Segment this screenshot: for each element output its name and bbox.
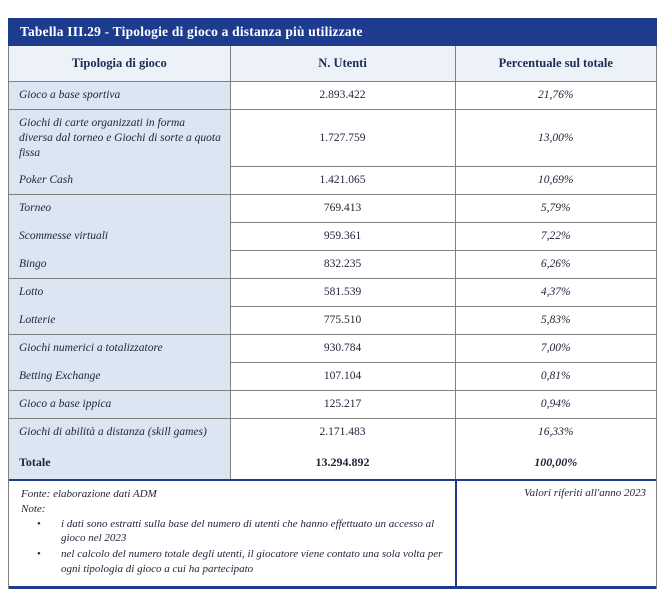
note-item: • nel calcolo del numero totale degli utenti, il giocatore viene contato una sola volta per ogni tipologia di gioco a cui ha partecipato (21, 547, 445, 576)
cell-tipologia: Giochi di carte organizzati in forma diversa dal torneo e Giochi di sorte a quota fissa (9, 109, 230, 166)
cell-utenti: 775.510 (230, 306, 455, 334)
cell-tipologia: Lotto (9, 279, 230, 307)
cell-percentuale: 13,00% (455, 109, 656, 166)
cell-percentuale: 5,83% (455, 306, 656, 334)
total-row (9, 446, 656, 480)
table-row (9, 362, 656, 390)
data-table (9, 46, 656, 479)
cell-percentuale: 4,37% (455, 279, 656, 307)
cell-utenti: 581.539 (230, 279, 455, 307)
total-percentuale: 100,00% (534, 454, 578, 469)
cell-percentuale: 0,81% (455, 362, 656, 390)
cell-tipologia: Bingo (9, 251, 230, 279)
cell-utenti: 125.217 (230, 390, 455, 418)
cell-utenti: 1.421.065 (230, 167, 455, 195)
note-item: • i dati sono estratti sulla base del numero di utenti che hanno effettuato un accesso al gioco nel 2023 (21, 517, 445, 546)
cell-tipologia: Betting Exchange (9, 362, 230, 390)
table-row (9, 109, 656, 166)
cell-tipologia: Giochi di abilità a distanza (skill games) (9, 418, 230, 445)
header-row (9, 46, 656, 82)
cell-tipologia: Scommesse virtuali (9, 223, 230, 251)
footer-notes (9, 481, 455, 586)
cell-tipologia: Torneo (9, 195, 230, 223)
table-figure (8, 18, 657, 589)
cell-percentuale: 7,22% (455, 223, 656, 251)
total-label: Totale (9, 446, 230, 480)
table-footer (9, 479, 656, 589)
cell-percentuale: 7,00% (455, 334, 656, 362)
table-row (9, 223, 656, 251)
cell-utenti: 1.727.759 (230, 109, 455, 166)
cell-percentuale: 21,76% (538, 89, 574, 101)
fonte-text: Fonte: elaborazione dati ADM (21, 488, 157, 501)
cell-utenti: 832.235 (230, 251, 455, 279)
table-row (9, 195, 656, 223)
table-row (9, 418, 656, 445)
cell-utenti: 930.784 (230, 334, 455, 362)
table-row (9, 306, 656, 334)
cell-percentuale: 16,33% (455, 418, 656, 445)
cell-percentuale: 6,26% (455, 251, 656, 279)
cell-utenti: 2.171.483 (230, 418, 455, 445)
table-row (9, 251, 656, 279)
cell-tipologia: Giochi numerici a totalizzatore (9, 334, 230, 362)
column-header-tipologia: Tipologia di gioco (9, 46, 230, 82)
cell-percentuale: 10,69% (455, 167, 656, 195)
table-title: Tabella III.29 - Tipologie di gioco a distanza più utilizzate (20, 24, 363, 39)
table-header (9, 46, 656, 82)
table-title-bar (8, 18, 657, 46)
cell-utenti: 959.361 (230, 223, 455, 251)
cell-utenti: 769.413 (230, 195, 455, 223)
table-total-section (9, 446, 656, 480)
cell-tipologia: Poker Cash (9, 167, 230, 195)
cell-utenti: 107.104 (230, 362, 455, 390)
cell-percentuale: 0,94% (455, 390, 656, 418)
cell-percentuale: 5,79% (455, 195, 656, 223)
table-row (9, 82, 656, 110)
cell-utenti: 2.893.422 (230, 82, 455, 110)
total-utenti: 13.294.892 (230, 446, 455, 480)
notes-list (21, 517, 445, 576)
note-label: Note: (21, 502, 46, 515)
table-row (9, 334, 656, 362)
column-header-percentuale: Percentuale sul totale (455, 46, 656, 82)
table-row (9, 167, 656, 195)
cell-tipologia: Gioco a base ippica (9, 390, 230, 418)
cell-tipologia: Gioco a base sportiva (9, 82, 230, 110)
table-body (9, 82, 656, 446)
year-reference-text: Valori riferiti all'anno 2023 (524, 487, 646, 500)
column-header-utenti: N. Utenti (230, 46, 455, 82)
footer-right (455, 481, 656, 586)
cell-tipologia: Lotterie (9, 306, 230, 334)
table-row (9, 279, 656, 307)
table-row (9, 390, 656, 418)
